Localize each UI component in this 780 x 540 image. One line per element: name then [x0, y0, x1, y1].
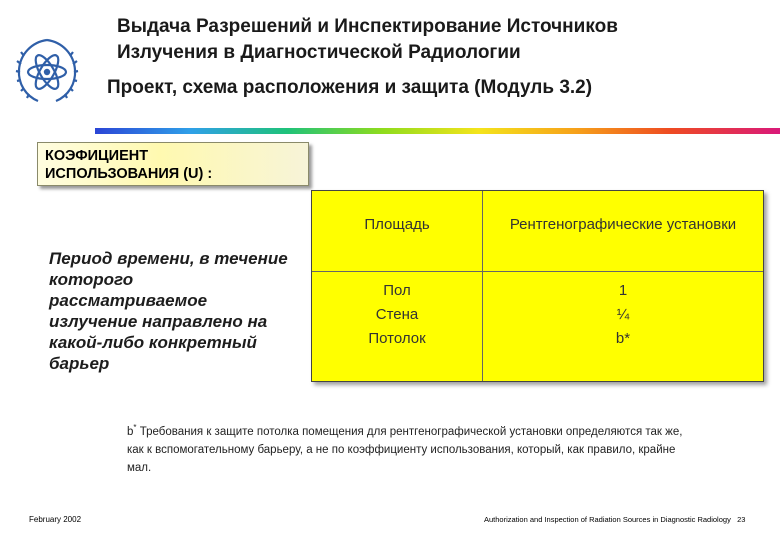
rainbow-divider: [95, 128, 780, 134]
title-line-1: Выдача Разрешений и Инспектирование Источников: [117, 16, 618, 37]
table-row-value: 1: [618, 282, 628, 299]
footnote-text: Требования к защите потолка помещения для рентгенографической установки определяются так же, как к вспомогательному барьеру, а не по коэффициенту использования, который, как правило, крайне мал.: [127, 425, 683, 474]
table-value-column: [483, 279, 763, 351]
usage-factor-table: [311, 190, 764, 382]
footnote: [127, 419, 687, 477]
coefficient-line-1: КОЭФИЦИЕНТ: [45, 148, 149, 164]
footer-course: [484, 515, 745, 524]
table-header-area: Площадь: [364, 216, 430, 233]
table-row-value: ¼: [616, 306, 630, 323]
definition-text: Период времени, в течение которого рассматриваемое излучение направлено на какой-либо конкретный барьер: [49, 249, 288, 373]
footer-course-title: Authorization and Inspection of Radiation Sources in Diagnostic Radiology: [484, 515, 731, 524]
table-area-column: [312, 279, 482, 351]
title-line-2: Излучения в Диагностической Радиологии: [117, 42, 521, 63]
page-number: 23: [737, 515, 746, 524]
slide-title: [107, 14, 757, 101]
table-row-area: Потолок: [368, 330, 426, 347]
footnote-marker-sup: *: [133, 423, 137, 432]
table-row-divider: [312, 271, 763, 272]
table-row-area: Стена: [375, 306, 419, 323]
coefficient-label-box: [37, 142, 309, 186]
coefficient-line-2: ИСПОЛЬЗОВАНИЯ (U) :: [45, 166, 213, 182]
title-line-3: Проект, схема расположения и защита (Модуль 3.2): [107, 77, 593, 98]
footer-date: February 2002: [29, 515, 82, 524]
table-row-value: b*: [615, 330, 631, 347]
un-atom-emblem-icon: [10, 34, 84, 108]
footnote-marker: b: [127, 425, 134, 438]
table-row-area: Пол: [383, 282, 411, 299]
table-header-installations: Рентгенографические установки: [509, 216, 737, 233]
